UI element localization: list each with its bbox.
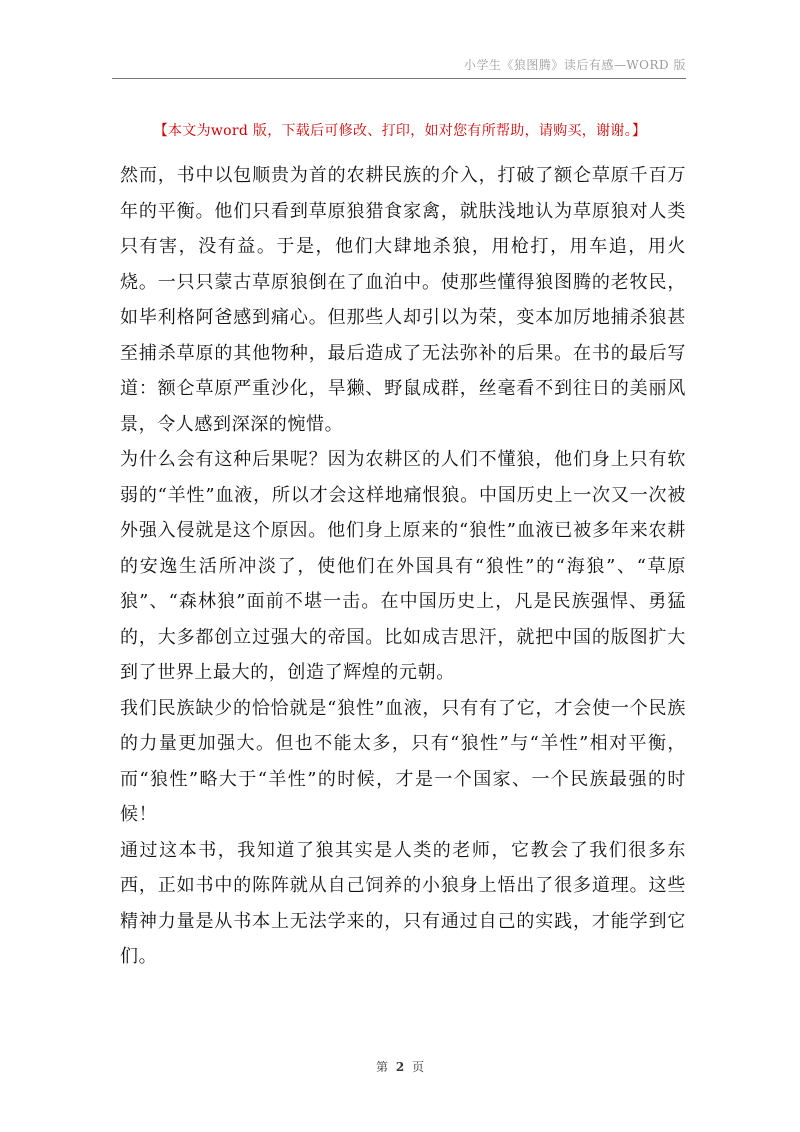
page-number xyxy=(0,1058,800,1075)
page-number-suffix: 页 xyxy=(412,1060,425,1074)
page-header xyxy=(112,54,686,79)
download-notice: 【本文为word 版，下载后可修改、打印，如对您有所帮助，请购买，谢谢。】 xyxy=(153,123,647,139)
paragraph: 为什么会有这种后果呢？因为农耕区的人们不懂狼，他们身上只有软弱的“羊性”血液，所以才会这样地痛恨狼。中国历史上一次又一次被外强入侵就是这个原因。他们身上原来的“狼性”血液已被多年来农耕的安逸生活所冲淡了，使他们在外国具有“狼性”的“海狼”、“草原狼”、“森林狼”面前不堪一击。在中国历史上，凡是民族强悍、勇猛的，大多都创立过强大的帝国。比如成吉思汗，就把中国的版图扩大到了世界上最大的，创造了辉煌的元朝。 xyxy=(120,449,686,683)
page-number-prefix: 第 xyxy=(375,1060,388,1074)
paragraph: 我们民族缺少的恰恰就是“狼性”血液，只有有了它，才会使一个民族的力量更加强大。但也不能太多，只有“狼性”与“羊性”相对平衡，而“狼性”略大于“羊性”的时候，才是一个国家、一个民族最强的时候！ xyxy=(120,697,686,825)
paragraph: 通过这本书，我知道了狼其实是人类的老师，它教会了我们很多东西，正如书中的陈阵就从自己饲养的小狼身上悟出了很多道理。这些精神力量是从书本上无法学来的，只有通过自己的实践，才能学到它们。 xyxy=(120,839,686,967)
page-number-value: 2 xyxy=(395,1060,405,1074)
document-body xyxy=(120,158,686,975)
header-title: 小学生《狼图腾》读后有感—WORD 版 xyxy=(463,58,686,72)
paragraph: 然而，书中以包顺贵为首的农耕民族的介入，打破了额仑草原千百万年的平衡。他们只看到草原狼猎食家禽，就肤浅地认为草原狼对人类只有害，没有益。于是，他们大肆地杀狼，用枪打，用车追，用火烧。一只只蒙古草原狼倒在了血泊中。使那些懂得狼图腾的老牧民，如毕利格阿爸感到痛心。但那些人却引以为荣，变本加厉地捕杀狼甚至捕杀草原的其他物种，最后造成了无法弥补的后果。在书的最后写道：额仑草原严重沙化，旱獭、野鼠成群，丝毫看不到往日的美丽风景，令人感到深深的惋惜。 xyxy=(120,165,686,435)
